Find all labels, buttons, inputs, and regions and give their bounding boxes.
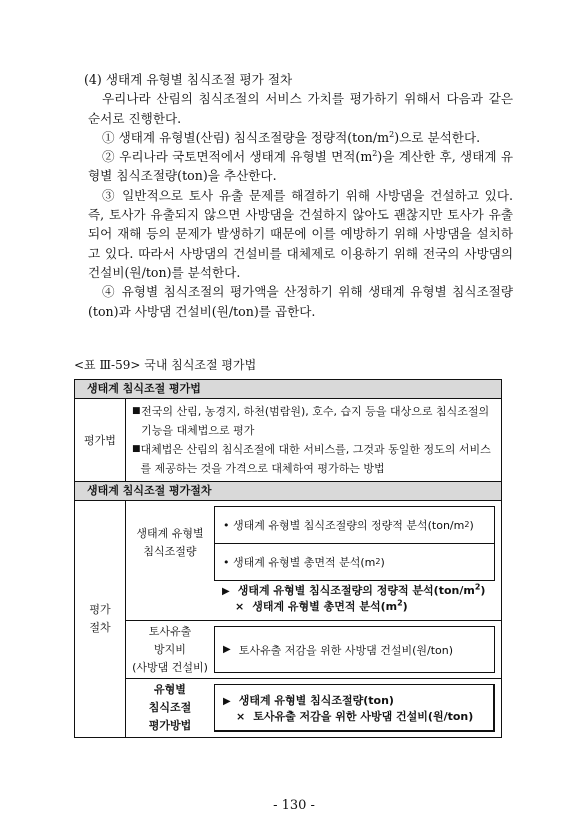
sub-label-sediment-prevention: 토사유출 방지비 (사방댐 건설비) xyxy=(132,624,208,674)
arrow-icon: ▶ xyxy=(223,644,231,655)
method-bullet: ■ 전국의 산림, 농경지, 하천(범람원), 호수, 습지 등을 대상으로 침식조절의 기능을 대체법으로 평가 xyxy=(132,402,493,440)
procedure-body xyxy=(126,501,501,737)
method-bullet: ■ 대체법은 산림의 침식조절에 대한 서비스를, 그것과 동일한 정도의 서비스를 제공하는 것을 가격으로 대체하여 평가하는 방법 xyxy=(132,440,493,478)
item-area-analysis: • 생태계 유형별 총면적 분석(m 2 ) xyxy=(214,543,495,581)
procedure-label: 평가 절차 xyxy=(75,501,126,737)
step-4: ④ 유형별 침식조절의 평가액을 산정하기 위해 생태계 유형별 침식조절량(ton)과 사방댐 건설비(원/ton)를 곱한다. xyxy=(88,284,513,319)
procedure-sub-row-1 xyxy=(126,501,501,620)
result-box-2: ▶ 생태계 유형별 침식조절량(ton) × 토사유출 저감을 위한 사방댐 건설비(원/ton) xyxy=(214,684,495,732)
result-box-1: ▶ 생태계 유형별 침식조절량의 정량적 분석$(ton/m^2)$ × 생태계 유형별 총면적 분석$(m^2)$ xyxy=(222,581,486,613)
step-1: ① 생태계 유형별(산림) 침식조절량을 정량적$(ton/m^2)$으로 분석한다. xyxy=(102,129,481,145)
sub-label-evaluation-method: 유형별 침식조절 평가방법 xyxy=(148,683,192,732)
item-quantitative-analysis: • 생태계 유형별 침식조절량의 정량적 분석(ton/m 2 ) xyxy=(214,506,495,544)
procedure-row xyxy=(75,501,501,737)
page-number: - 130 - xyxy=(273,798,315,813)
method-label: 평가법 xyxy=(75,399,126,481)
method-row xyxy=(75,399,501,482)
arrow-icon: ▶ xyxy=(223,695,231,707)
procedure-sub-row-2 xyxy=(126,620,501,678)
section-heading: (4) 생태계 유형별 침식조절 평가 절차 xyxy=(84,72,293,87)
item-sabo-dam-cost: ▶ 토사유출 저감을 위한 사방댐 건설비(원/ton) xyxy=(214,626,495,673)
times-icon: × xyxy=(235,599,245,613)
step-3: ③ 일반적으로 토사 유출 문제를 해결하기 위해 사방댐을 건설하고 있다. 즉, 토사가 유출되지 않으면 사방댐을 건설하지 않아도 괜찮지만 토사가 유출되어 재해 등의 문제가 발생하기 때문에 이를 예방하기 위해 사방댐을 설치하고 있다. 따라서 사방댐의 건설비를 대체제로 이용하기 위해 전국의 사방댐의 건설비(원/ton)를 분석한다. xyxy=(88,187,513,280)
times-icon: × xyxy=(236,709,246,723)
method-content xyxy=(126,399,501,481)
section-text xyxy=(84,70,513,321)
procedure-sub-row-3 xyxy=(126,678,501,737)
square-bullet-icon: ■ xyxy=(132,444,141,454)
table-caption: <표 Ⅲ-59> 국내 침식조절 평가법 xyxy=(74,358,257,372)
intro-paragraph: 우리나라 산림의 침식조절의 서비스 가치를 평가하기 위해서 다음과 같은 순서로 진행한다. xyxy=(88,91,513,126)
table-header-method: 생태계 침식조절 평가법 xyxy=(75,380,501,399)
step-2: ② 우리나라 국토면적에서 생태계 유형별 면적$(m^2)$을 계산한 후, 생태계 유형별 침식조절량(ton)을 추산한다. xyxy=(88,149,513,184)
sub-label-erosion-amount: 생태계 유형별 침식조절량 xyxy=(136,526,204,558)
table-header-procedure: 생태계 침식조절 평가절차 xyxy=(75,482,501,501)
evaluation-table xyxy=(74,379,502,738)
square-bullet-icon: ■ xyxy=(132,406,141,416)
arrow-icon: ▶ xyxy=(222,585,230,597)
